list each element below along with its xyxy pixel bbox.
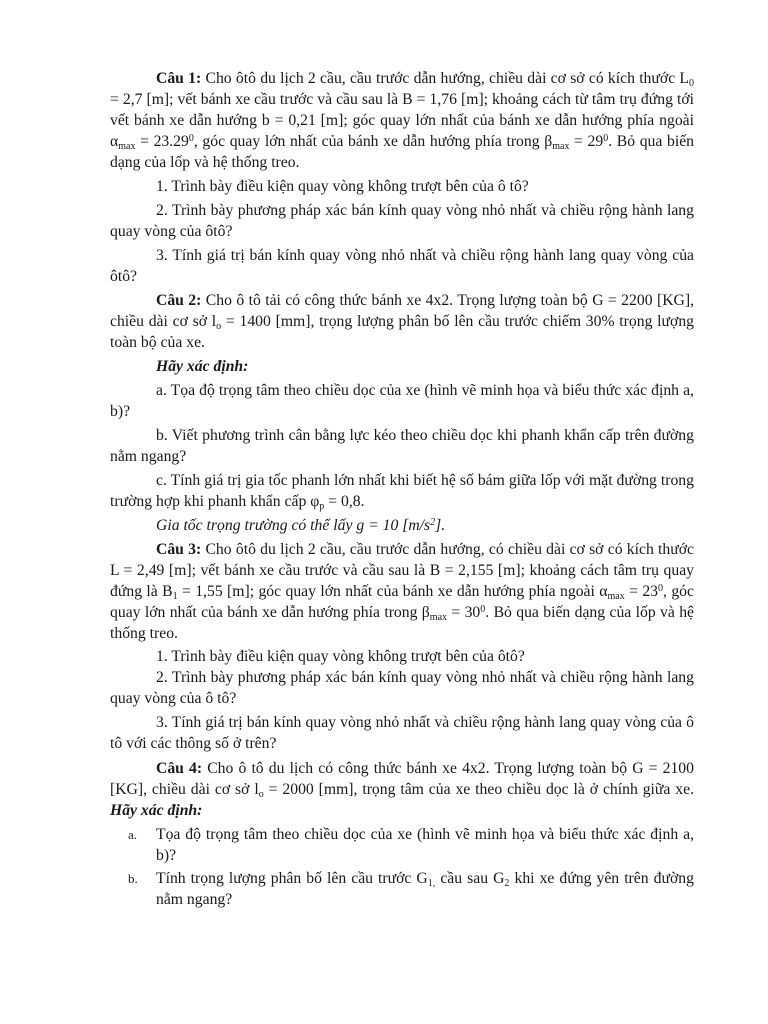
subscript: max [429,612,448,623]
question-1-label: Câu 1: [156,70,202,87]
subscript: 0 [689,78,694,89]
list-item-text-part: Tính trọng lượng phân bố lên cầu trước G [156,870,428,887]
superscript: 0 [658,583,664,594]
question-4-text: = 2000 [mm], trọng tâm của xe theo chiều dọc là ở chính giữa xe. [263,781,694,798]
list-marker: a. [128,827,138,842]
question-3-text: = 30 [447,604,481,621]
question-1-text: = 29 [569,133,604,150]
question-1-item-3: 3. Tính giá trị bán kính quay vòng nhỏ nhất và chiều rộng hành lang quay vòng của ôtô? [110,247,694,285]
superscript: 0 [603,133,609,144]
question-4-heading: Hãy xác định: [110,802,203,819]
subscript: p [319,501,325,512]
question-1-text: = 2,7 [m]; vết bánh xe cầu trước và cầu sau là B = 1,76 [m]; khoảng cách từ tâm trụ đứng tới vết bánh xe dẫn hướng b = 0,21 [m]; góc quay lớn nhất của bánh xe dẫn hướng phía ngoài α [110,91,694,150]
question-3-text: = 23 [624,583,659,600]
list-marker: b. [128,871,138,886]
subscript: 1, [427,878,436,889]
question-1-item-2: 2. Trình bày phương pháp xác bán kính quay vòng nhỏ nhất và chiều rộng hành lang quay vòng của ôtô? [110,202,694,240]
question-2-item-a: a. Tọa độ trọng tâm theo chiều dọc của xe (hình vẽ minh họa và biểu thức xác định a, b)? [110,382,694,420]
question-2-item-c-text: c. Tính giá trị gia tốc phanh lớn nhất khi biết hệ số bám giữa lốp với mặt đường trong trường hợp khi phanh khẩn cấp φ [110,472,694,510]
question-3 [110,539,694,644]
question-3-label: Câu 3: [156,541,202,558]
question-3-text: , góc quay lớn nhất của bánh xe dẫn hướng phía trong β [110,583,694,621]
question-4-label: Câu 4: [156,760,203,777]
question-3-item-1: 1. Trình bày điều kiện quay vòng không trượt bên của ôtô? [156,648,525,665]
question-4-item-b [110,868,694,910]
subscript: max [607,591,625,602]
question-2-heading: Hãy xác định: [156,358,249,375]
question-4-item-a [110,824,694,866]
question-2 [110,290,694,353]
list-item-text-part: khi xe đứng yên trên đường nằm ngang? [156,870,694,908]
question-1 [110,68,694,173]
question-2-item-b: b. Viết phương trình cân bằng lực kéo theo chiều dọc khi phanh khẩn cấp trên đường nằm ngang? [110,427,694,465]
subscript: max [552,141,570,152]
question-3-item-3: 3. Tính giá trị bán kính quay vòng nhỏ nhất và chiều rộng hành lang quay vòng của ô tô với các thông số ở trên? [110,714,694,752]
note-text: ]. [435,517,446,534]
question-2-text: = 1400 [mm], trọng lượng phân bố lên cầu trước chiếm 30% trọng lượng toàn bộ của xe. [110,313,695,351]
list-item-text: Tọa độ trọng tâm theo chiều dọc của xe (hình vẽ minh họa và biểu thức xác định a, b)? [156,826,694,864]
subscript: 2 [504,878,510,889]
question-1-text: , góc quay lớn nhất của bánh xe dẫn hướng phía trong β [193,133,553,150]
question-2-text: Cho ô tô tải có công thức bánh xe 4x2. Trọng lượng toàn bộ G = 2200 [KG], chiều dài cơ sở l [110,292,694,330]
question-3-text: . Bỏ qua biến dạng của lốp và hệ thống treo. [110,604,694,642]
question-2-item-c-text: = 0,8. [324,493,365,510]
subscript: 1 [172,591,178,602]
question-1-text: = 23.29 [135,133,189,150]
question-1-text: . Bỏ qua biến dạng của lốp và hệ thống treo. [110,133,695,171]
superscript: 0 [480,604,486,615]
list-item-text-part: cầu sau G [435,870,505,887]
subscript: max [118,141,136,152]
question-2-note [110,515,694,536]
document-page [110,68,694,910]
question-4-text: Cho ô tô du lịch có công thức bánh xe 4x2. Trọng lượng toàn bộ G = 2100 [KG], chiều dài cơ sở l [110,760,694,798]
subscript: o [258,789,264,800]
question-3-text: = 1,55 [m]; góc quay lớn nhất của bánh xe dẫn hướng phía ngoài α [177,583,608,600]
subscript: o [216,321,222,332]
question-4 [110,758,694,821]
question-1-text: Cho ôtô du lịch 2 cầu, cầu trước dẫn hướng, chiều dài cơ sở có kích thước L [201,70,689,87]
question-1-item-1: 1. Trình bày điều kiện quay vòng không trượt bên của ô tô? [156,178,529,195]
question-2-label: Câu 2: [156,292,202,309]
note-text: Gia tốc trọng trường có thể lấy g = 10 [m/s [156,517,431,534]
question-2-item-c [110,470,694,512]
list-item-text [156,868,694,910]
question-3-text: Cho ôtô du lịch 2 cầu, cầu trước dẫn hướng, có chiều dài cơ sở có kích thước L = 2,49 [m]; vết bánh xe cầu trước và cầu sau là B = 2,155 [m]; khoảng cách tâm trụ quay đứng là B [110,541,694,600]
superscript: 0 [188,133,194,144]
superscript: 2 [430,517,436,528]
question-3-item-2: 2. Trình bày phương pháp xác bán kính quay vòng nhỏ nhất và chiều rộng hành lang quay vòng của ô tô? [110,669,694,707]
